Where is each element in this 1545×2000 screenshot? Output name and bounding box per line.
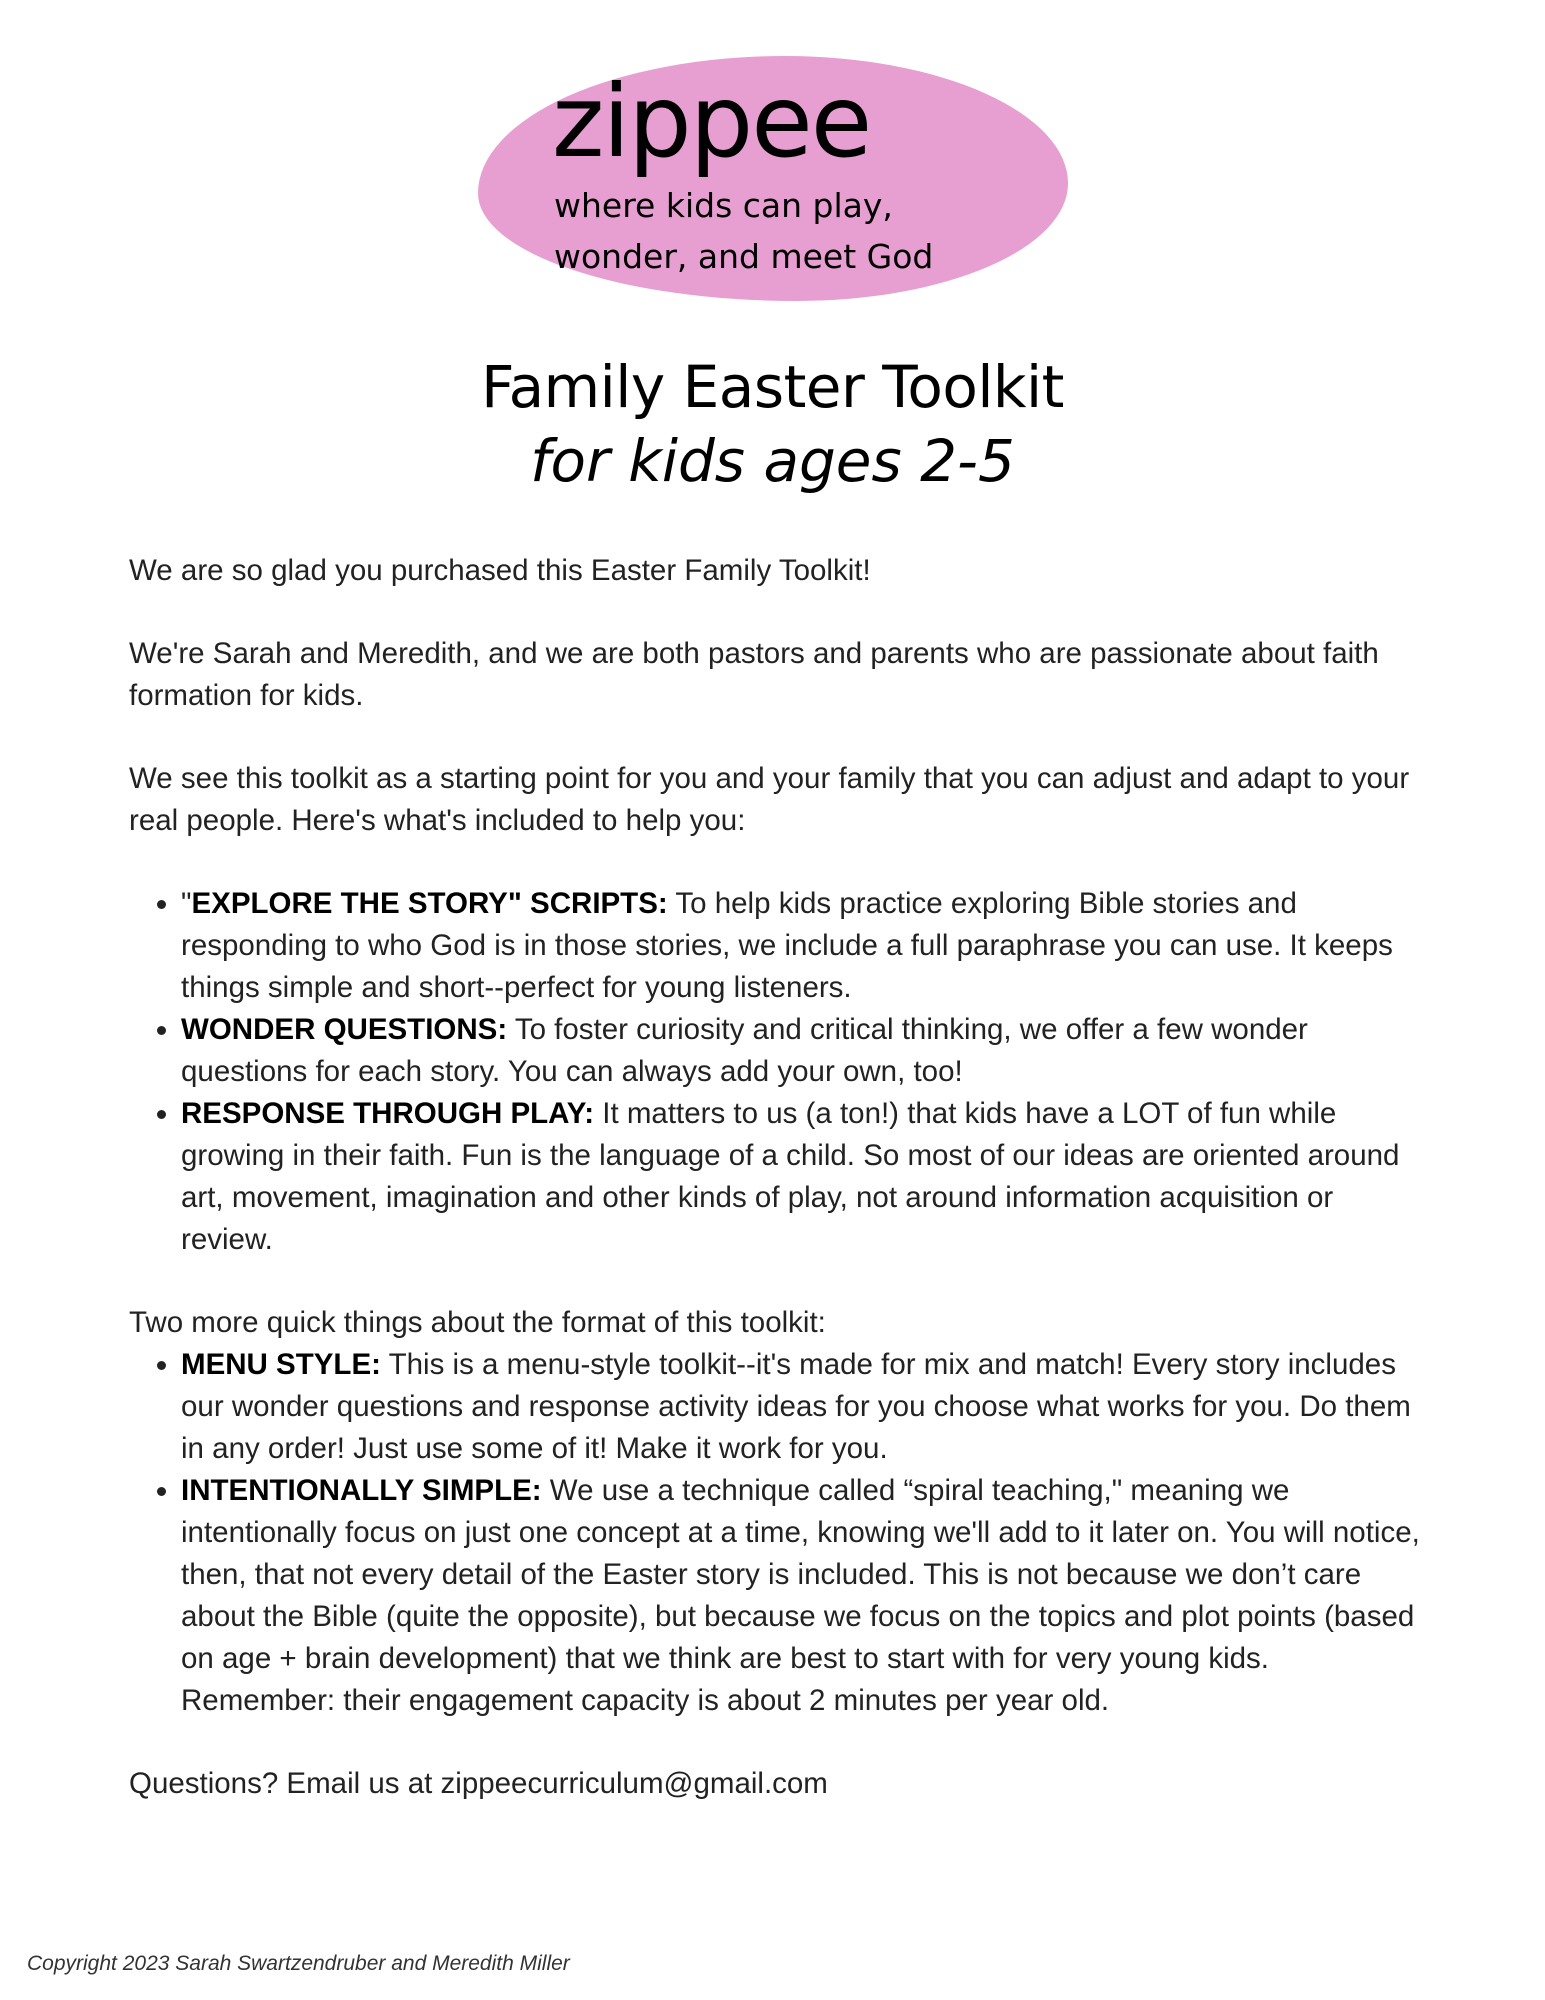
list-item-label: RESPONSE THROUGH PLAY:	[181, 1097, 595, 1130]
list-item-text: To foster curiosity and critical thinking, we offer a few wonder questions for each story. You can always add your own, too!	[181, 1013, 1308, 1088]
list-item-prefix: "	[181, 887, 192, 920]
list-item-text: To help kids practice exploring Bible stories and responding to who God is in those stories, we include a full paraphrase you can use. It keeps things simple and short--perfect for young listeners.	[181, 887, 1393, 1004]
format-intro: Two more quick things about the format of this toolkit:	[129, 1306, 826, 1339]
list-item-explore-scripts	[181, 883, 1429, 1009]
included-list	[129, 883, 1429, 1261]
format-list	[129, 1344, 1429, 1722]
list-item-label: WONDER QUESTIONS:	[181, 1013, 508, 1046]
list-item-label: EXPLORE THE STORY" SCRIPTS:	[191, 887, 668, 920]
list-item-response-play	[181, 1093, 1429, 1261]
logo-wordmark: zippee	[552, 63, 871, 180]
list-item-text: We use a technique called “spiral teaching," meaning we intentionally focus on just one concept at a time, knowing we'll add to it later on. You will notice, then, that not every detail of the Easter story is included. This is not because we don’t care about the Bible (quite the opposite), but because we focus on the topics and plot points (based on age + brain development) that we think are best to start with for very young kids. Remember: their engagement capacity is about 2 minutes per year old.	[181, 1474, 1420, 1717]
logo-tagline	[554, 180, 1014, 282]
list-item-label: MENU STYLE:	[181, 1348, 381, 1381]
title-main: Family Easter Toolkit	[481, 353, 1064, 421]
intro-paragraph-2: We're Sarah and Meredith, and we are both pastors and parents who are passionate about faith formation for kids.	[129, 637, 1379, 712]
list-item-menu-style	[181, 1344, 1429, 1470]
list-item-label: INTENTIONALLY SIMPLE:	[181, 1474, 542, 1507]
list-item-intentionally-simple	[181, 1470, 1429, 1722]
page-title	[0, 350, 1545, 498]
intro-paragraph-1: We are so glad you purchased this Easter Family Toolkit!	[129, 554, 871, 587]
list-item-text: It matters to us (a ton!) that kids have a LOT of fun while growing in their faith. Fun is the language of a child. So most of our ideas are oriented around art, movement, imagination and other kinds of play, not around information acquisition or review.	[181, 1097, 1400, 1256]
title-subtitle: for kids ages 2-5	[530, 427, 1015, 495]
copyright-footer: Copyright 2023 Sarah Swartzendruber and Meredith Miller	[27, 1952, 570, 1975]
list-item-text: This is a menu-style toolkit--it's made for mix and match! Every story includes our wonder questions and response activity ideas for you choose what works for you. Do them in any order! Just use some of it! Make it work for you.	[181, 1348, 1411, 1465]
contact-line: Questions? Email us at zippeecurriculum@gmail.com	[129, 1767, 828, 1800]
intro-paragraph-3: We see this toolkit as a starting point for you and your family that you can adjust and adapt to your real people. Here's what's included to help you:	[129, 762, 1410, 837]
logo-tagline-line-1: where kids can play,	[554, 186, 893, 225]
logo-tagline-line-2: wonder, and meet God	[554, 237, 934, 276]
document-body	[129, 550, 1429, 1846]
list-item-wonder-questions	[181, 1009, 1429, 1093]
